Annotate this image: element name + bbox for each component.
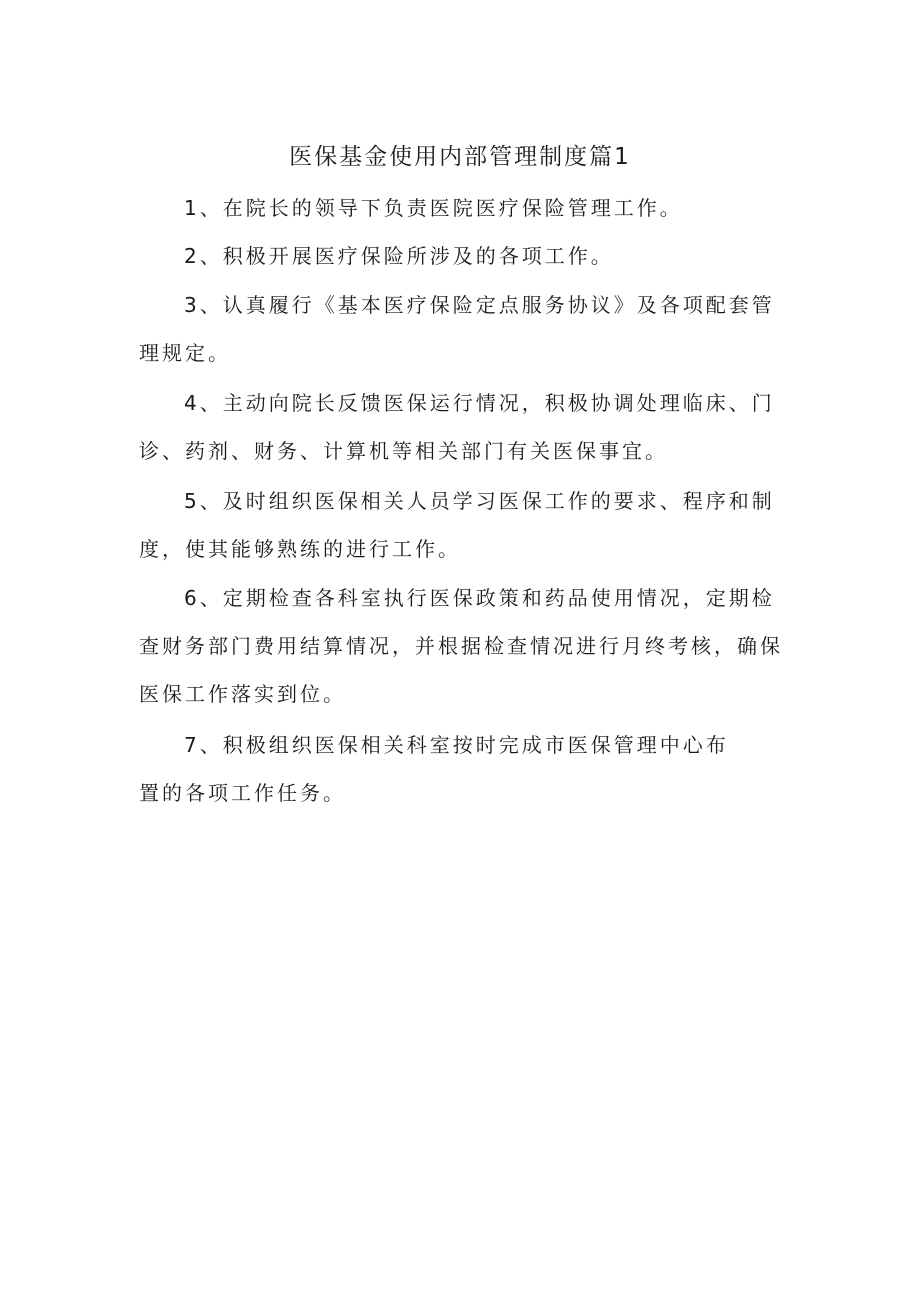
paragraph-2 <box>139 232 787 280</box>
paragraph-line: 7、积极组织医保相关科室按时完成市医保管理中心布 <box>184 733 729 757</box>
paragraph-3 <box>139 281 787 377</box>
paragraph-line: 4、主动向院长反馈医保运行情况，积极协调处理临床、门 <box>184 391 775 415</box>
paragraph-line: 度，使其能够熟练的进行工作。 <box>139 537 461 561</box>
paragraph-line: 查财务部门费用结算情况，并根据检查情况进行月终考核，确保 <box>139 634 783 658</box>
paragraph-6 <box>139 574 787 718</box>
paragraph-line: 2、积极开展医疗保险所涉及的各项工作。 <box>184 244 614 268</box>
paragraph-line: 1、在院长的领导下负责医院医疗保险管理工作。 <box>184 196 683 220</box>
paragraph-4 <box>139 379 787 475</box>
paragraph-line: 3、认真履行《基本医疗保险定点服务协议》及各项配套管 <box>184 293 775 317</box>
document-title: 医保基金使用内部管理制度篇1 <box>289 144 631 170</box>
paragraph-line: 置的各项工作任务。 <box>139 781 346 805</box>
paragraph-line: 医保工作落实到位。 <box>139 682 346 706</box>
paragraph-5 <box>139 477 787 573</box>
paragraph-line: 诊、药剂、财务、计算机等相关部门有关医保事宜。 <box>139 439 668 463</box>
paragraph-line: 5、及时组织医保相关人员学习医保工作的要求、程序和制 <box>184 489 775 513</box>
paragraph-line: 理规定。 <box>139 341 231 365</box>
paragraph-line: 6、定期检查各科室执行医保政策和药品使用情况，定期检 <box>184 586 775 610</box>
paragraph-1 <box>139 184 787 232</box>
paragraph-7 <box>139 721 787 817</box>
